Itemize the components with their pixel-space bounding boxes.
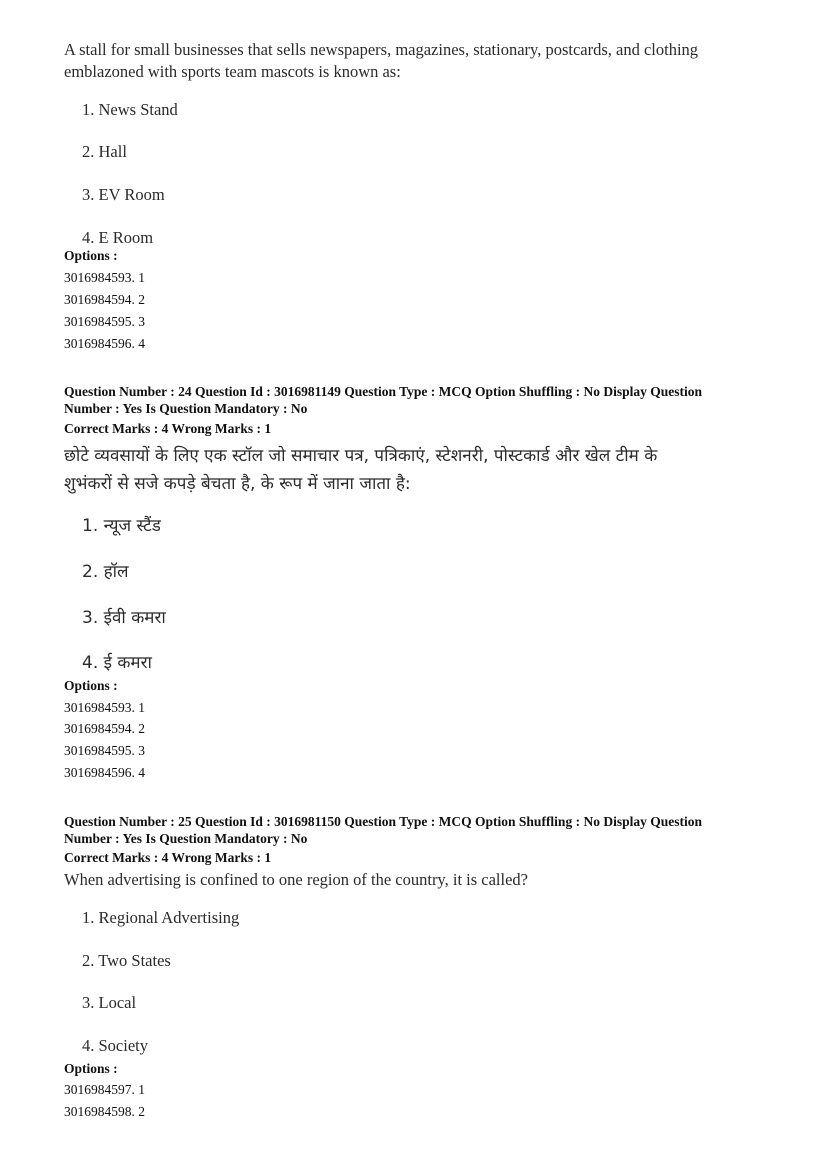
q23-stem-line2: emblazoned with sports team mascots is known as:	[64, 62, 401, 81]
q25-choice-2: 2. Two States	[82, 951, 171, 970]
q24-choice-3: 3. ईवी कमरा	[82, 608, 166, 628]
q23-option-3: 3016984595. 3	[64, 314, 145, 329]
q24-meta-line2: Number : Yes Is Question Mandatory : No	[64, 401, 308, 416]
q23-stem-line1: A stall for small businesses that sells newspapers, magazines, stationary, postcards, and clothing	[64, 40, 699, 59]
q25-option-2: 3016984598. 2	[64, 1104, 145, 1119]
q23-option-4: 3016984596. 4	[64, 336, 145, 351]
q25-marks: Correct Marks : 4 Wrong Marks : 1	[64, 850, 272, 865]
q24-stem-line2: शुभंकरों से सजे कपड़े बेचता है, के रूप में जाना जाता है:	[64, 474, 411, 494]
q24-option-1: 3016984593. 1	[64, 700, 145, 715]
q23-choice-2: 2. Hall	[82, 142, 127, 161]
q23-choice-4: 4. E Room	[82, 228, 154, 247]
q24-choice-2: 2. हॉल	[82, 562, 129, 582]
q25-meta-line2: Number : Yes Is Question Mandatory : No	[64, 831, 308, 846]
q24-choice-1: 1. न्यूज स्टैंड	[82, 516, 161, 536]
q24-option-2: 3016984594. 2	[64, 721, 145, 736]
q25-option-1: 3016984597. 1	[64, 1082, 145, 1097]
q25-meta-line1: Question Number : 25 Question Id : 3016981150 Question Type : MCQ Option Shuffling : No Display Question	[64, 814, 702, 829]
q24-marks: Correct Marks : 4 Wrong Marks : 1	[64, 421, 272, 436]
q24-meta-line1: Question Number : 24 Question Id : 3016981149 Question Type : MCQ Option Shuffling : No Display Question	[64, 384, 702, 399]
q25-choice-1: 1. Regional Advertising	[82, 908, 240, 927]
q24-choice-4: 4. ई कमरा	[82, 653, 152, 673]
q24-option-4: 3016984596. 4	[64, 765, 145, 780]
q24-stem-line1: छोटे व्यवसायों के लिए एक स्टॉल जो समाचार पत्र, पत्रिकाएं, स्टेशनरी, पोस्टकार्ड और खेल टीम के	[64, 446, 658, 466]
q23-choice-3: 3. EV Room	[82, 185, 165, 204]
q25-choice-3: 3. Local	[82, 993, 137, 1012]
q25-choice-4: 4. Society	[82, 1036, 148, 1055]
q25-options-label: Options :	[64, 1061, 118, 1076]
q23-option-1: 3016984593. 1	[64, 270, 145, 285]
q24-options-label: Options :	[64, 678, 118, 693]
q25-stem: When advertising is confined to one region of the country, it is called?	[64, 870, 528, 889]
q23-options-label: Options :	[64, 248, 118, 263]
q23-choice-1: 1. News Stand	[82, 100, 178, 119]
q23-option-2: 3016984594. 2	[64, 292, 145, 307]
q24-option-3: 3016984595. 3	[64, 743, 145, 758]
